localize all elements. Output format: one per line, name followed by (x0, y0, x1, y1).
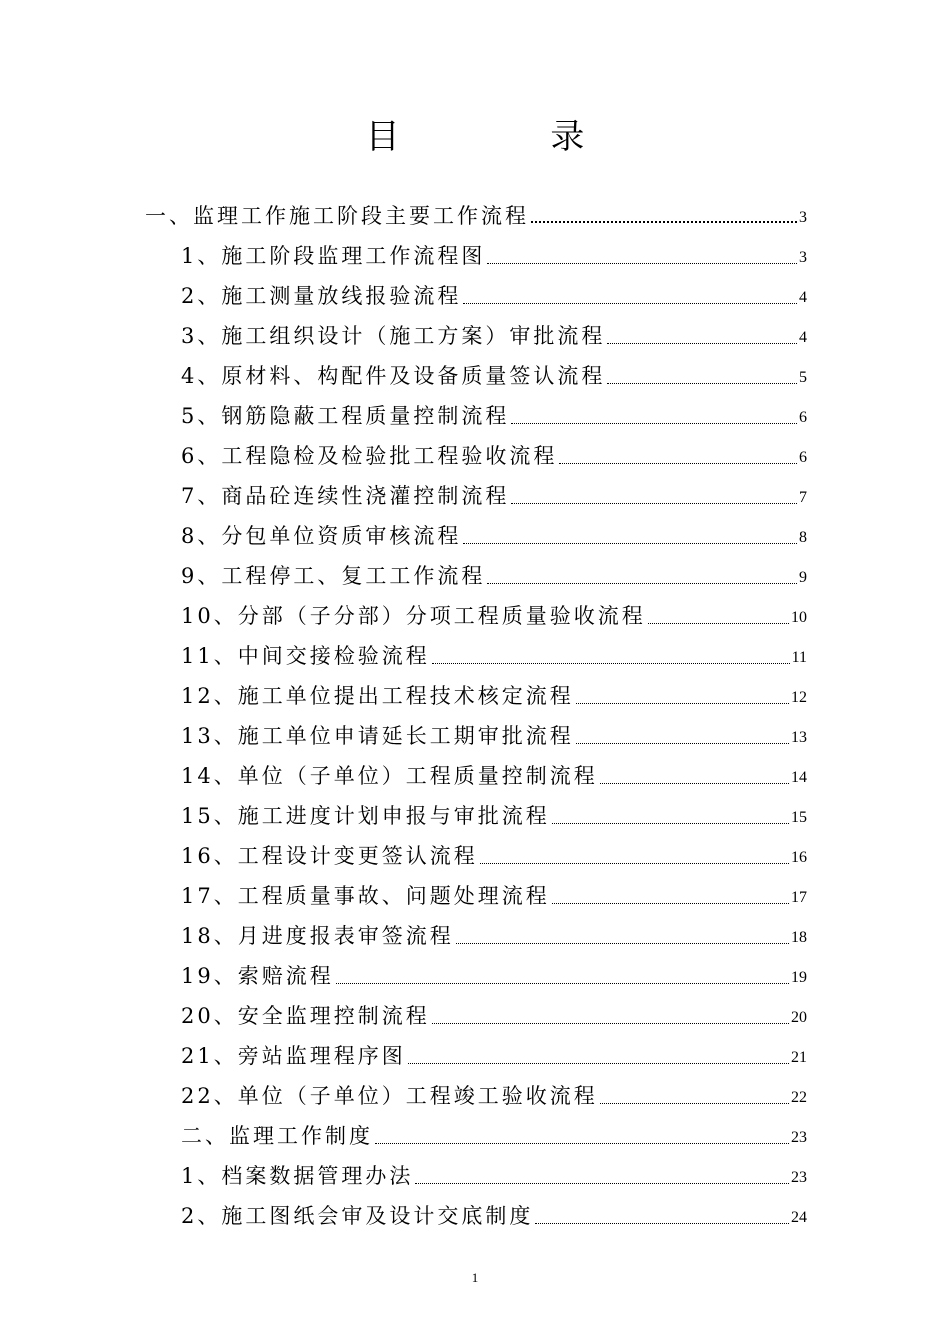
toc-dot-leader (415, 1183, 789, 1184)
toc-entry[interactable] (181, 512, 807, 552)
toc-entry[interactable] (181, 832, 807, 872)
toc-entry[interactable] (181, 352, 807, 392)
toc-entry[interactable] (181, 592, 807, 632)
toc-entry-label: 16、工程设计变更签认流程 (181, 844, 478, 868)
toc-entry-page: 3 (799, 209, 807, 226)
toc-entry[interactable] (181, 1072, 807, 1112)
toc-entry-page: 3 (799, 249, 807, 266)
toc-entry-label: 9、工程停工、复工工作流程 (181, 564, 486, 588)
toc-dot-leader (408, 1063, 789, 1064)
toc-entry[interactable] (181, 792, 807, 832)
toc-entry[interactable] (145, 192, 807, 232)
toc-entry-page: 17 (791, 889, 807, 906)
toc-entry-label: 15、施工进度计划申报与审批流程 (181, 804, 550, 828)
toc-entry[interactable] (181, 1152, 807, 1192)
toc-entry-label: 二、监理工作制度 (181, 1124, 373, 1148)
toc-entry-page: 5 (799, 369, 807, 386)
toc-entry[interactable] (181, 552, 807, 592)
toc-entry-page: 7 (799, 489, 807, 506)
toc-entry[interactable] (181, 872, 807, 912)
toc-entry[interactable] (181, 672, 807, 712)
toc-entry-label: 11、中间交接检验流程 (181, 644, 430, 668)
toc-entry[interactable] (181, 232, 807, 272)
toc-entry-page: 10 (791, 609, 807, 626)
toc-entry-label: 2、施工图纸会审及设计交底制度 (181, 1204, 534, 1228)
toc-entry-label: 8、分包单位资质审核流程 (181, 524, 462, 548)
toc-entry-label: 1、施工阶段监理工作流程图 (181, 244, 486, 268)
toc-dot-leader (463, 303, 797, 304)
toc-entry-label: 一、监理工作施工阶段主要工作流程 (145, 204, 529, 228)
toc-dot-leader (487, 263, 797, 264)
toc-entry-page: 22 (791, 1089, 807, 1106)
toc-entry-page: 20 (791, 1009, 807, 1026)
toc-entry-page: 13 (791, 729, 807, 746)
toc-entry-label: 13、施工单位申请延长工期审批流程 (181, 724, 574, 748)
toc-entry-page: 23 (791, 1129, 807, 1146)
toc-entry[interactable] (181, 712, 807, 752)
toc-dot-leader (552, 823, 789, 824)
toc-entry-label: 10、分部（子分部）分项工程质量验收流程 (181, 604, 646, 628)
toc-entry[interactable] (181, 952, 807, 992)
toc-entry-label: 22、单位（子单位）工程竣工验收流程 (181, 1084, 598, 1108)
toc-entry[interactable] (181, 1192, 807, 1232)
toc-entry-label: 7、商品砼连续性浇灌控制流程 (181, 484, 510, 508)
toc-entry-label: 4、原材料、构配件及设备质量签认流程 (181, 364, 606, 388)
toc-entry-label: 18、月进度报表审签流程 (181, 924, 454, 948)
toc-entry-page: 4 (799, 289, 807, 306)
toc-dot-leader (552, 903, 789, 904)
toc-entry-label: 14、单位（子单位）工程质量控制流程 (181, 764, 598, 788)
toc-entry[interactable] (181, 432, 807, 472)
page-title: 目 录 (365, 117, 655, 157)
toc-dot-leader (559, 463, 797, 464)
toc-entry-page: 18 (791, 929, 807, 946)
toc-dot-leader (531, 221, 797, 223)
toc-entry-page: 11 (791, 649, 807, 666)
toc-dot-leader (607, 383, 797, 384)
toc-entry-label: 20、安全监理控制流程 (181, 1004, 430, 1028)
toc-entry-page: 6 (799, 409, 807, 426)
toc-dot-leader (576, 703, 789, 704)
toc-entry-page: 12 (791, 689, 807, 706)
toc-dot-leader (375, 1143, 789, 1144)
toc-entry-label: 19、索赔流程 (181, 964, 334, 988)
toc-entry[interactable] (181, 1032, 807, 1072)
toc-dot-leader (648, 623, 789, 624)
toc-entry-page: 15 (791, 809, 807, 826)
toc-entry-label: 12、施工单位提出工程技术核定流程 (181, 684, 574, 708)
toc-entry[interactable] (181, 992, 807, 1032)
toc-dot-leader (511, 503, 797, 504)
toc-entry[interactable] (181, 392, 807, 432)
toc-entry-label: 2、施工测量放线报验流程 (181, 284, 462, 308)
toc-entry-page: 4 (799, 329, 807, 346)
toc-dot-leader (600, 783, 789, 784)
toc-entry-page: 21 (791, 1049, 807, 1066)
toc-entry-label: 17、工程质量事故、问题处理流程 (181, 884, 550, 908)
toc-dot-leader (432, 663, 790, 664)
toc-entry-label: 5、钢筋隐蔽工程质量控制流程 (181, 404, 510, 428)
toc-entry[interactable] (181, 472, 807, 512)
toc-entry-page: 14 (791, 769, 807, 786)
toc-entry-page: 16 (791, 849, 807, 866)
toc-entry-page: 23 (791, 1169, 807, 1186)
toc-dot-leader (432, 1023, 789, 1024)
toc-dot-leader (463, 543, 797, 544)
toc-dot-leader (336, 983, 789, 984)
toc-entry-page: 6 (799, 449, 807, 466)
toc-dot-leader (535, 1223, 789, 1224)
toc-dot-leader (480, 863, 789, 864)
toc-entry[interactable] (181, 632, 807, 672)
toc-entry-page: 8 (799, 529, 807, 546)
table-of-contents (0, 192, 950, 1232)
toc-entry-page: 9 (799, 569, 807, 586)
toc-entry-page: 24 (791, 1209, 807, 1226)
toc-entry[interactable] (181, 752, 807, 792)
toc-entry-label: 1、档案数据管理办法 (181, 1164, 414, 1188)
toc-dot-leader (607, 343, 797, 344)
toc-entry[interactable] (181, 312, 807, 352)
toc-dot-leader (600, 1103, 789, 1104)
toc-entry-label: 6、工程隐检及检验批工程验收流程 (181, 444, 558, 468)
toc-entry[interactable] (181, 912, 807, 952)
toc-entry-label: 21、旁站监理程序图 (181, 1044, 406, 1068)
footer-page-number: 1 (471, 1270, 479, 1285)
toc-entry-page: 19 (791, 969, 807, 986)
toc-entry[interactable] (181, 1112, 807, 1152)
toc-entry[interactable] (181, 272, 807, 312)
toc-entry-label: 3、施工组织设计（施工方案）审批流程 (181, 324, 606, 348)
toc-dot-leader (456, 943, 789, 944)
toc-dot-leader (487, 583, 797, 584)
toc-dot-leader (576, 743, 789, 744)
toc-dot-leader (511, 423, 797, 424)
